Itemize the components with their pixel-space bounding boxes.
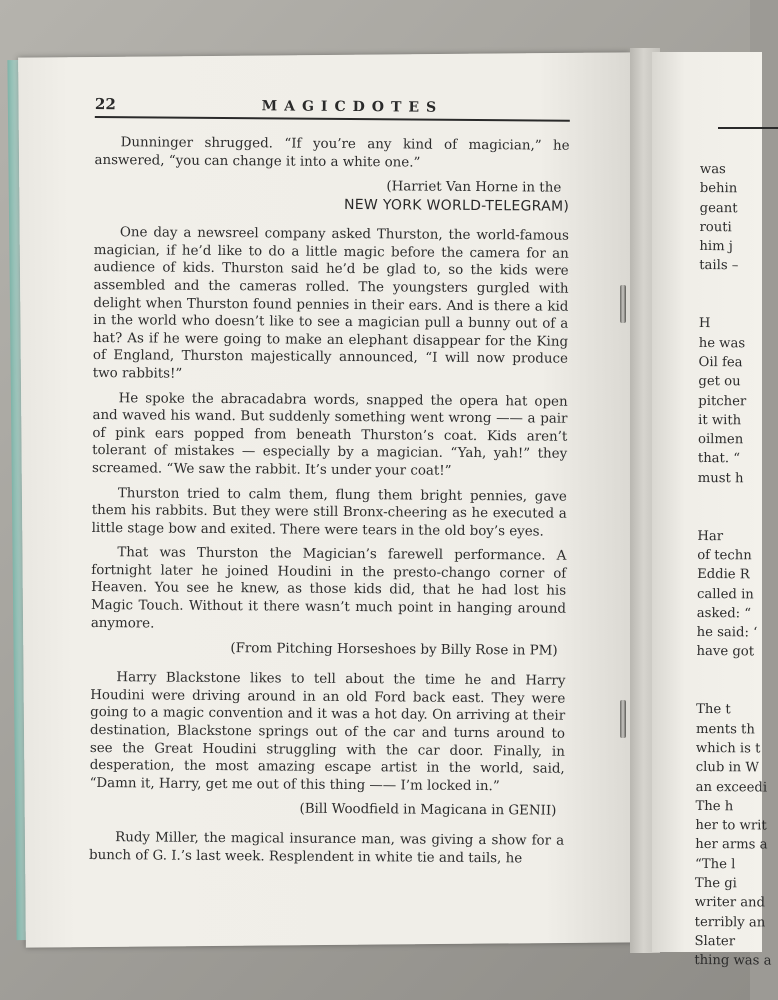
right-page-line: geant — [699, 200, 738, 216]
right-page-line — [696, 681, 756, 701]
right-page-line: an exceedi — [695, 779, 768, 795]
right-page-line: oilmen — [697, 432, 744, 448]
credit-line: (From Pitching Horseshoes by Billy Rose in PM) — [230, 641, 558, 659]
right-page-line — [699, 295, 759, 315]
right-page-line: pitcher — [698, 393, 747, 409]
paragraph: Harry Blackstone likes to tell about the time he and Harry Houdini were driving around in an old Ford back east. They were going to a magic convention and it was a hot day. On arriving at their destination, Blackstone springs out of the car and turns around to see the Great Houdini struggling with the car door. Finally, in desperation, the most amazing escape artist in the world, said, “Damn it, Harry, get me out of this thing —— I’m locked in.” — [89, 670, 566, 795]
right-page-line: The gi — [694, 875, 737, 892]
paragraph: Dunninger shrugged. “If you’re any kind of magician,” he answered, “you can change it into a white one.” — [94, 135, 570, 171]
credit-van-horne — [94, 176, 570, 216]
right-page-line: called in — [696, 586, 754, 602]
right-page-line — [698, 488, 758, 508]
right-page-line: was — [699, 161, 726, 178]
right-page-line — [697, 507, 757, 527]
right-page-line: writer and — [694, 895, 766, 911]
right-page-line: tails – — [699, 258, 739, 274]
right-page-line: Slater — [694, 933, 736, 950]
right-page-line: get ou — [698, 374, 741, 390]
right-page-header-rule — [718, 127, 778, 129]
right-page-line: Oil fea — [698, 354, 743, 371]
right-page-line: Eddie R — [697, 567, 750, 583]
running-title: MAGICDOTES — [261, 98, 444, 116]
paragraph: He spoke the abracadabra words, snapped the opera hat open and waved his wand. But suddenly something went wrong —— a pair of pink ears popped from beneath Thurston’s coat. Kids aren’t tolerant of mistakes — especially by a magician. “Yah, yah!” they screamed. “We saw the rabbit. It’s under your coat!” — [92, 390, 568, 479]
right-page-line: have got — [696, 644, 755, 660]
right-page-line: terribly an — [694, 914, 766, 931]
right-page-line: he said: ‘ — [696, 625, 758, 641]
right-page-line: he was — [698, 335, 746, 351]
left-page-text — [89, 95, 570, 875]
staple-top — [620, 285, 626, 323]
page-header — [95, 95, 570, 122]
right-page-line: The t — [696, 702, 731, 718]
right-page-line — [696, 662, 756, 682]
right-page-line: Har — [697, 528, 724, 544]
credit-line: NEW YORK WORLD-TELEGRAM) — [343, 197, 570, 215]
paragraph: Rudy Miller, the magical insurance man, was giving a show for a bunch of G. I.’s last week. Resplendent in white tie and tails, he — [88, 830, 565, 867]
staple-bottom — [620, 700, 626, 738]
right-page-line: routi — [699, 219, 732, 236]
right-page-line: H — [698, 316, 711, 332]
right-page-line: The h — [695, 798, 734, 815]
right-page-line: of techn — [697, 547, 752, 564]
right-page-line — [699, 276, 759, 296]
right-page-line: club in W — [695, 760, 760, 776]
right-page-line: thing was a — [694, 953, 772, 969]
credit-line: (Harriet Van Horne in the — [386, 179, 562, 196]
right-page-line: asked: “ — [696, 605, 752, 622]
paragraph: Thurston tried to calm them, flung them bright pennies, gave them his rabbits. But they were still Bronx-cheering as he executed a little stage bow and exited. There were tears in the old boy’s eyes. — [91, 485, 567, 540]
right-page-line: ments th — [695, 721, 755, 738]
right-page-line: it with — [698, 412, 742, 429]
right-page-line: him j — [699, 239, 733, 255]
right-page-line: her arms a — [695, 837, 768, 853]
credit-line: (Bill Woodfield in Magicana in GENII) — [299, 802, 557, 820]
page-number: 22 — [94, 95, 116, 114]
right-page-text — [694, 160, 772, 971]
right-page-line: her to writ — [695, 818, 767, 834]
right-page-line: “The l — [695, 856, 736, 872]
right-page-line: behin — [699, 181, 738, 197]
paragraph: That was Thurston the Magician’s farewell performance. A fortnight later he joined Houdini in the presto-chango corner of Heaven. You see he knew, as those kids did, that he had lost his Magic Touch. Without it there wasn’t much point in hanging around anymore. — [90, 545, 567, 632]
paragraph: One day a newsreel company asked Thurston, the world-famous magician, if he’d like to do a little magic before the camera for an audience of kids. Thurston said he’d be glad to, so the kids were assembled and the cameras rolled. The youngsters gurgled with delight when Thurston found pennies in their ears. And is there a kid in the world who doesn’t like to see a magician pull a bunny out of a hat? As if he were going to make an elephant disappear for the King of England, Thurston majestically announced, “I will now produce two rabbits!” — [92, 225, 569, 382]
credit-woodfield — [89, 799, 556, 821]
right-page-line: which is t — [695, 740, 761, 757]
right-page-line: that. “ — [697, 451, 741, 467]
right-page-line: must h — [697, 470, 744, 487]
credit-billy-rose — [91, 639, 558, 661]
